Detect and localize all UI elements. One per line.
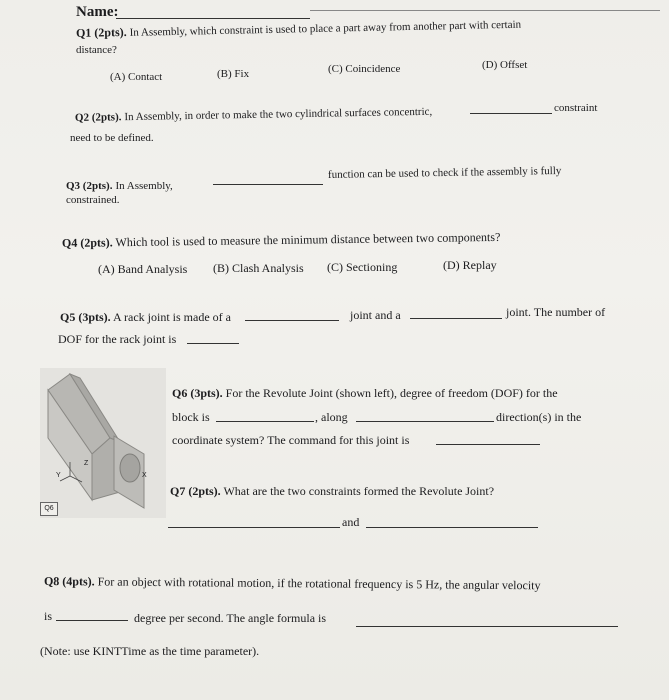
- q5-text-a: A rack joint is made of a: [113, 310, 231, 324]
- q7-label: Q7 (2pts).: [170, 484, 221, 498]
- q3-text-b: function can be used to check if the assembly is fully: [327, 164, 562, 181]
- name-field-line: [116, 18, 310, 19]
- q1-text: In Assembly, which constraint is used to place a part away from another part with certain: [129, 18, 522, 39]
- q7-answer-line-1: [168, 527, 340, 528]
- q4-label: Q4 (2pts).: [61, 235, 113, 250]
- q1-option-c: (C) Coincidence: [328, 63, 401, 75]
- q5-text-b: joint and a: [350, 308, 401, 322]
- q5-label: Q5 (3pts).: [60, 310, 111, 324]
- q2-line2: need to be defined.: [70, 132, 154, 144]
- q4-option-b: (B) Clash Analysis: [213, 261, 304, 275]
- q6-answer-line-3: [436, 444, 540, 445]
- q6-text-c: direction(s) in the: [496, 410, 582, 424]
- q1-label: Q1 (2pts).: [75, 24, 127, 40]
- q5-text-c: joint. The number of: [506, 305, 606, 319]
- revolute-joint-illustration: [40, 368, 166, 518]
- q1-option-a: (A) Contact: [110, 71, 163, 83]
- q2-answer-line: [470, 113, 552, 114]
- q4-option-a: (A) Band Analysis: [98, 262, 188, 276]
- q4-line1: [62, 230, 501, 250]
- q8-text-line1: For an object with rotational motion, if the rotational frequency is 5 Hz, the angular velocity: [97, 574, 541, 593]
- q3-line2: constrained.: [66, 194, 120, 206]
- q1-option-d: (D) Offset: [482, 59, 528, 71]
- q5-line2: DOF for the rack joint is: [58, 332, 177, 346]
- q8-text-b: degree per second. The angle formula is: [134, 611, 327, 625]
- name-label: Name:: [76, 4, 119, 20]
- revolute-joint-figure: [40, 368, 166, 518]
- axis-label-y: Y: [56, 472, 61, 479]
- q3-line1: [66, 178, 173, 193]
- q4-text: Which tool is used to measure the minimum distance between two components?: [115, 229, 501, 250]
- q8-label: Q8 (4pts).: [43, 574, 95, 589]
- q8-answer-line-1: [56, 620, 128, 621]
- q2-text: In Assembly, in order to make the two cylindrical surfaces concentric,: [124, 105, 433, 124]
- q3-answer-line: [213, 184, 323, 185]
- q8-answer-line-2: [356, 626, 618, 627]
- axis-label-z: Z: [84, 460, 89, 467]
- q6-line1: [172, 386, 558, 400]
- q1-line1: [76, 17, 521, 41]
- axis-label-x: X: [142, 472, 147, 479]
- q6-text-a: block is: [172, 410, 210, 424]
- q4-option-d: (D) Replay: [443, 258, 497, 272]
- q3-text-a: In Assembly,: [115, 180, 173, 192]
- header-rule: [310, 10, 660, 11]
- q1-line2: distance?: [76, 44, 117, 56]
- q4-option-c: (C) Sectioning: [327, 260, 398, 274]
- q5-answer-line-3: [187, 343, 239, 344]
- q3-label: Q3 (2pts).: [66, 180, 113, 192]
- q8-text-a: is: [44, 609, 53, 623]
- q7-answer-line-2: [366, 527, 538, 528]
- q2-line1: [75, 104, 432, 125]
- q6-answer-line-2: [356, 421, 494, 422]
- q7-line1: [170, 484, 494, 498]
- q6-answer-line-1: [216, 421, 314, 422]
- q5-answer-line-1: [245, 320, 339, 321]
- q7-text: What are the two constraints formed the Revolute Joint?: [223, 484, 495, 498]
- q5-line1: [60, 310, 231, 324]
- figure-label: Q6: [40, 502, 58, 516]
- q2-label: Q2 (2pts).: [74, 111, 122, 124]
- q8-line1: [44, 574, 541, 592]
- q7-joiner: and: [342, 515, 360, 529]
- q6-label: Q6 (3pts).: [172, 386, 223, 400]
- q1-option-b: (B) Fix: [217, 68, 250, 80]
- q8-note: (Note: use KINTTime as the time parameter).: [40, 644, 260, 658]
- q6-text-b: , along: [315, 410, 348, 424]
- q6-text-line1: For the Revolute Joint (shown left), degree of freedom (DOF) for the: [225, 386, 558, 400]
- q2-text-tail: constraint: [554, 102, 598, 114]
- q6-line3: coordinate system? The command for this joint is: [172, 433, 410, 447]
- q5-answer-line-2: [410, 318, 502, 319]
